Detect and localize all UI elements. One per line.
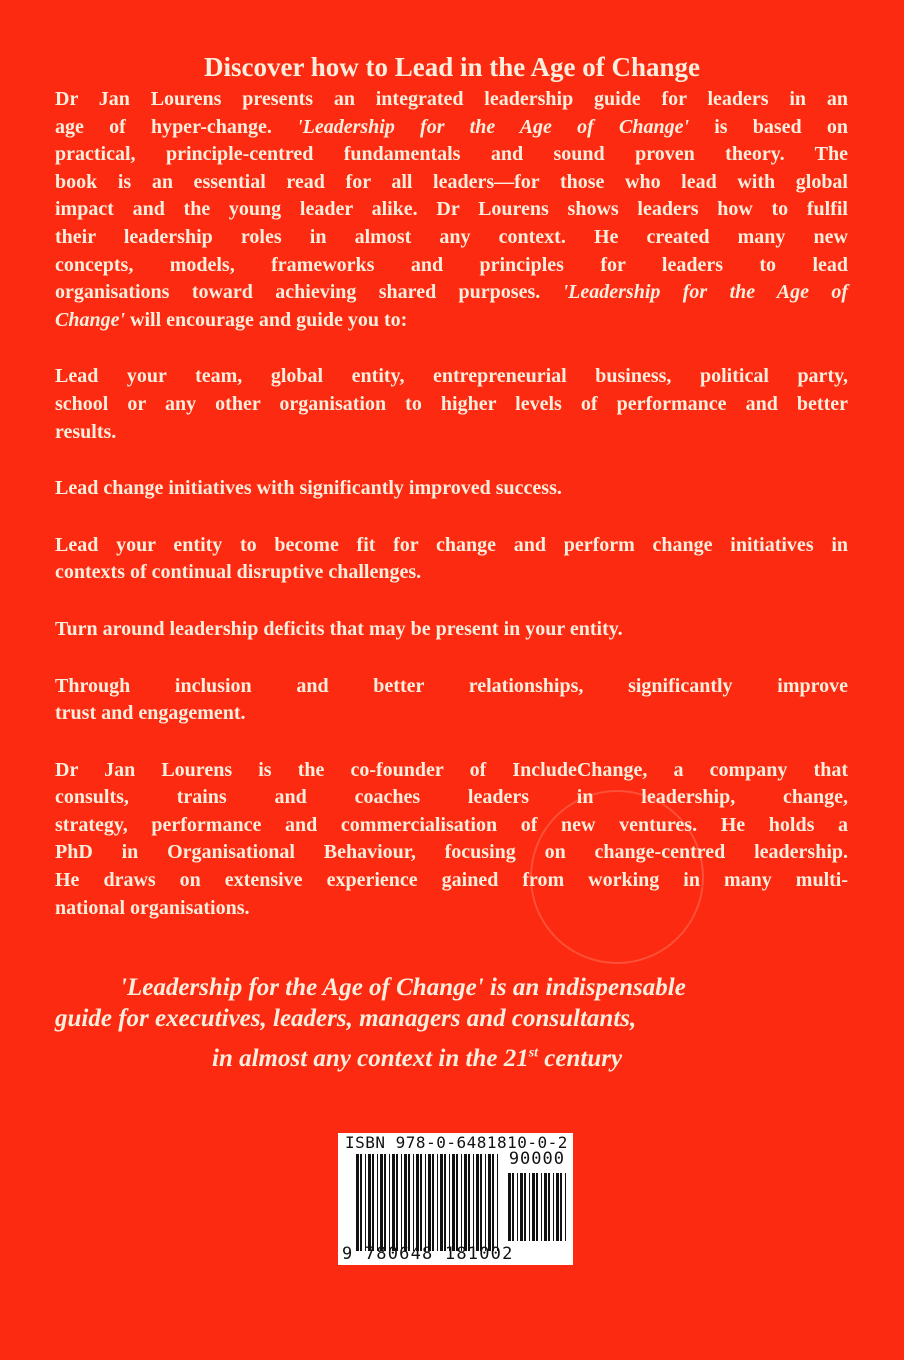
barcode-bar (368, 1154, 371, 1251)
text-segment: Lead your team, global entity, entrepreneurial business, political party, (55, 365, 848, 388)
barcode-bar (372, 1154, 374, 1251)
barcode-bar (389, 1154, 390, 1251)
text-line (55, 363, 848, 391)
text-segment: Lead your entity to become fit for change and perform change initiatives in (55, 533, 848, 556)
text-line (55, 169, 848, 197)
barcode-bar (560, 1173, 562, 1241)
text-segment: book is an essential read for all leaders—for those who lead with global (55, 170, 848, 193)
text-segment: will encourage and guide you to: (125, 308, 408, 331)
book-title-italic: 'Leadership for the Age of (562, 281, 848, 304)
quote-line-3-end: century (538, 1045, 623, 1072)
barcode-bar (476, 1154, 479, 1251)
text-line (55, 475, 848, 503)
barcode-bar (529, 1173, 530, 1241)
barcode-bar (380, 1154, 383, 1251)
text-segment: Lead change initiatives with significantly improved success. (55, 477, 562, 500)
text-segment: concepts, models, frameworks and principles for leaders to lead (55, 253, 848, 276)
barcode-bar (541, 1173, 542, 1241)
quote-line-3-text: in almost any context in the 21 (212, 1045, 529, 1072)
text-line (55, 114, 848, 142)
barcode-bar (420, 1154, 422, 1251)
text-line (55, 252, 848, 280)
barcode-bar (440, 1154, 443, 1251)
paragraph (55, 673, 848, 728)
text-segment: age of hyper-change. (55, 115, 298, 138)
text-line (55, 812, 848, 840)
paragraph (55, 616, 848, 644)
barcode-bar (384, 1154, 386, 1251)
text-segment: strategy, performance and commercialisation of new ventures. He holds a (55, 813, 848, 836)
text-line (55, 700, 848, 728)
quote-line-2: guide for executives, leaders, managers and consultants, (55, 1005, 637, 1032)
ean-number: 9 780648 181002 (342, 1244, 514, 1264)
barcode-bar (508, 1173, 511, 1241)
paragraph (55, 363, 848, 446)
barcode-bar (401, 1154, 402, 1251)
paragraph (55, 475, 848, 503)
text-segment: organisations toward achieving shared purposes. (55, 281, 563, 304)
text-segment: consults, trains and coaches leaders in leadership, change, (55, 786, 848, 809)
text-line (55, 616, 848, 644)
barcode-bar (556, 1173, 559, 1241)
barcode-bar (356, 1154, 359, 1251)
barcode-bar (524, 1173, 526, 1241)
barcode-bar (408, 1154, 410, 1251)
barcode-bar (536, 1173, 538, 1241)
paragraph (55, 86, 848, 334)
barcode-bar (413, 1154, 414, 1251)
barcode-bar (565, 1173, 566, 1241)
barcode-bar (461, 1154, 462, 1251)
text-line (55, 419, 848, 447)
text-line (55, 757, 848, 785)
barcode-bar (452, 1154, 455, 1251)
barcode-bar (444, 1154, 446, 1251)
barcode-bar (473, 1154, 474, 1251)
quote-line-3 (212, 1045, 622, 1073)
text-line (55, 867, 848, 895)
barcode-bar (548, 1173, 550, 1241)
barcode-bar (497, 1154, 498, 1251)
blurb-body (55, 86, 848, 951)
text-segment: Dr Jan Lourens presents an integrated leadership guide for leaders in an (55, 88, 848, 110)
text-segment: national organisations. (55, 896, 250, 919)
text-line (55, 196, 848, 224)
text-segment: contexts of continual disruptive challenges. (55, 561, 422, 584)
barcode-bar (360, 1154, 362, 1251)
quote-line-1: 'Leadership for the Age of Change' is an indispensable (120, 974, 686, 1001)
text-segment: practical, principle-centred fundamentals and sound proven theory. The (55, 143, 848, 166)
barcode-bar (425, 1154, 426, 1251)
text-line (55, 224, 848, 252)
text-line (55, 559, 848, 587)
isbn-barcode (338, 1133, 573, 1265)
barcode-bar (428, 1154, 431, 1251)
text-segment: PhD in Organisational Behaviour, focusing on change-centred leadership. (55, 841, 848, 864)
isbn-text: ISBN 978-0-6481810-0-2 (345, 1133, 568, 1152)
barcode-bar (456, 1154, 458, 1251)
text-line (55, 839, 848, 867)
text-line (55, 895, 848, 923)
text-segment: impact and the young leader alike. Dr Lourens shows leaders how to fulfil (55, 198, 848, 221)
barcode-bar (365, 1154, 366, 1251)
barcode-bar (488, 1154, 491, 1251)
paragraph (55, 532, 848, 587)
text-line (55, 784, 848, 812)
barcode-bar (449, 1154, 450, 1251)
barcode-bar (396, 1154, 398, 1251)
barcode-bar (404, 1154, 407, 1251)
barcode-bar (480, 1154, 482, 1251)
quote-superscript: st (528, 1045, 539, 1061)
text-line (55, 391, 848, 419)
text-line (55, 86, 848, 114)
price-code: 90000 (508, 1149, 565, 1169)
cover-headline: Discover how to Lead in the Age of Change (204, 52, 700, 82)
barcode-bar (392, 1154, 395, 1251)
barcode-bar (416, 1154, 419, 1251)
text-segment: results. (55, 420, 117, 443)
book-title-italic: Change' (55, 308, 126, 331)
barcode-bar (468, 1154, 470, 1251)
barcode-bar (432, 1154, 434, 1251)
barcode-bar (485, 1154, 486, 1251)
text-segment: is based on (689, 115, 848, 138)
barcode-bar (544, 1173, 547, 1241)
barcode-bar (553, 1173, 554, 1241)
barcode-bar (532, 1173, 535, 1241)
text-line (55, 532, 848, 560)
text-segment: their leadership roles in almost any context. He created many new (55, 225, 848, 248)
text-line (55, 673, 848, 701)
paragraph (55, 757, 848, 923)
barcode-bar (377, 1154, 378, 1251)
text-segment: He draws on extensive experience gained from working in many multi- (55, 869, 848, 892)
text-line (55, 279, 848, 307)
barcode-bar (512, 1173, 514, 1241)
text-segment: trust and engagement. (55, 702, 246, 725)
text-line (55, 307, 848, 335)
barcode-bar (492, 1154, 494, 1251)
barcode-bar (517, 1173, 518, 1241)
text-segment: school or any other organisation to higher levels of performance and better (55, 392, 848, 415)
book-title-italic: 'Leadership for the Age of Change' (297, 115, 689, 138)
text-segment: Turn around leadership deficits that may be present in your entity. (55, 617, 623, 640)
text-segment: Dr Jan Lourens is the co-founder of IncludeChange, a company that (55, 758, 848, 781)
barcode-bar (520, 1173, 523, 1241)
barcode-bar (464, 1154, 467, 1251)
text-line (55, 141, 848, 169)
text-segment: Through inclusion and better relationships, significantly improve (55, 674, 848, 697)
barcode-bar (437, 1154, 438, 1251)
